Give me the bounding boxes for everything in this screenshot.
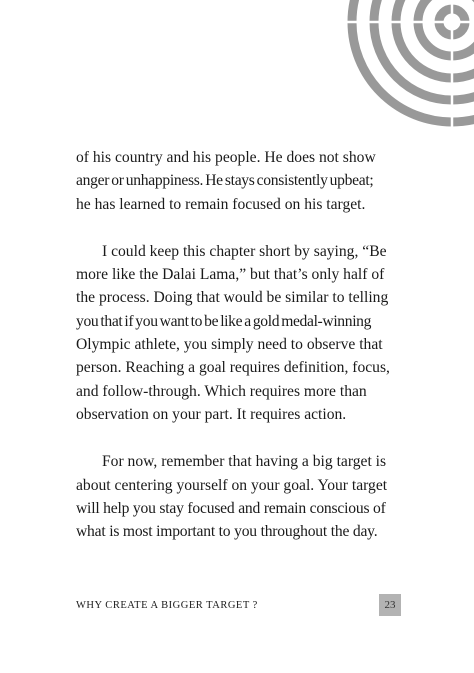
page-number: 23 bbox=[379, 594, 401, 616]
text-line: about centering yourself on your goal. Your target bbox=[76, 476, 388, 494]
text-line: he has learned to remain focused on his target. bbox=[76, 195, 366, 213]
paragraph-1 bbox=[76, 146, 400, 216]
paragraph-3 bbox=[76, 450, 400, 543]
target-icon bbox=[344, 0, 474, 130]
text-line: Olympic athlete, you simply need to observe that bbox=[76, 336, 383, 354]
text-line: person. Reaching a goal requires definition, focus, bbox=[76, 359, 390, 377]
text-line: will help you stay focused and remain conscious of bbox=[76, 499, 386, 517]
paragraph-2 bbox=[76, 240, 400, 426]
text-line: I could keep this chapter short by saying, “Be bbox=[102, 242, 387, 260]
text-line: of his country and his people. He does not show bbox=[76, 149, 376, 166]
text-line: anger or unhappiness. He stays consistently upbeat; bbox=[76, 172, 374, 190]
text-line: For now, remember that having a big target is bbox=[102, 453, 387, 471]
text-line: the process. Doing that would be similar to telling bbox=[76, 289, 389, 307]
running-title: WHY CREATE A BIGGER TARGET ? bbox=[76, 600, 258, 611]
text-line: more like the Dalai Lama,” but that’s only half of bbox=[76, 266, 385, 284]
body-text bbox=[76, 146, 400, 567]
text-line: and follow-through. Which requires more than bbox=[76, 382, 367, 400]
text-line: you that if you want to be like a gold medal-winning bbox=[76, 312, 372, 330]
text-line: observation on your part. It requires action. bbox=[76, 405, 347, 423]
text-line: what is most important to you throughout the day. bbox=[76, 523, 378, 541]
